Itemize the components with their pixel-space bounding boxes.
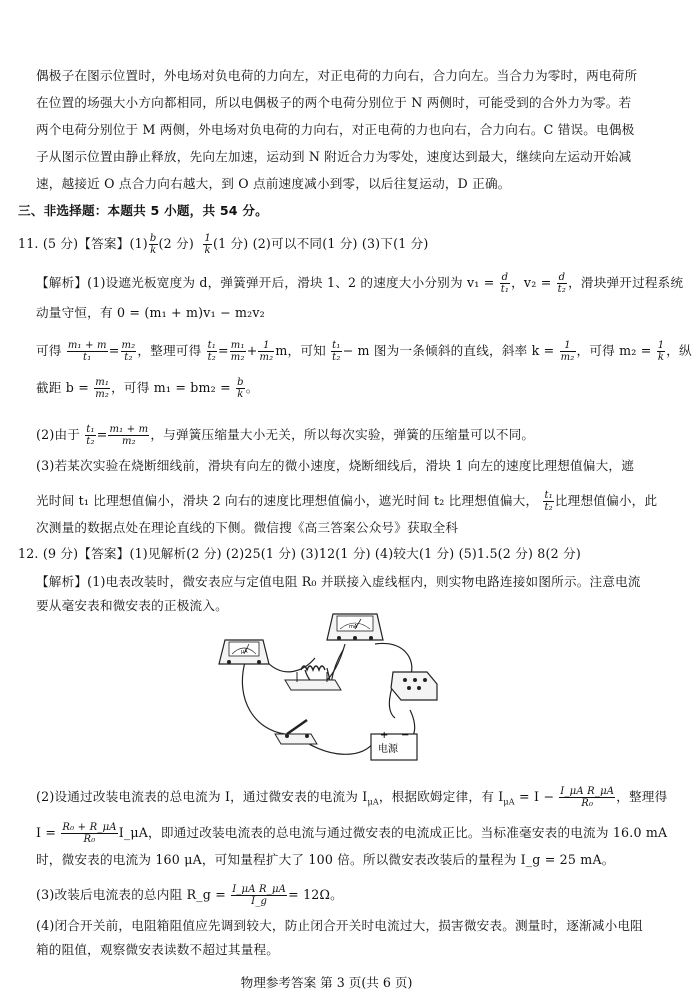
fraction: $\frac{\text{m₁ + m}}{\text{m₂}}$: [109, 424, 149, 447]
analysis-text: 可得: [36, 343, 62, 358]
fraction: $\frac{1}{\text{m₂}}$: [259, 340, 274, 363]
fraction-d-t2: $\frac{d}{\text{t₂}}$: [557, 272, 567, 295]
q11-answer-rest: (1 分) (2)可以不同(1 分) (3)下(1 分): [212, 236, 429, 251]
q12-analysis-line: 箱的阻值，观察微安表读数不超过其量程。: [36, 942, 280, 957]
q12-analysis-line: 【解析】(1)电表改装时，微安表应与定值电阻 R₀ 并联接入虚线框内，则实物电路连接如图所示。注意电流: [36, 574, 641, 589]
analysis-text: ，纵: [666, 343, 692, 358]
subscript: μA: [367, 797, 379, 807]
analysis-text: 【解析】(1)设遮光板宽度为 d，弹簧弹开后，滑块 1、2 的速度大小分别为 v₁ =: [36, 275, 495, 290]
analysis-text: 比理想值偏小，此: [554, 493, 658, 508]
para-line: 速，越接近 O 点合力向右越大，到 O 点前速度减小到零，以后往复运动，D 正确。: [36, 176, 511, 191]
q11-analysis-line: 次测量的数据点处在理论直线的下侧。微信搜《高三答案公众号》获取全科: [36, 520, 459, 535]
svg-text:μA: μA: [241, 649, 248, 655]
para-line: 在位置的场强大小方向都相同，所以电偶极子的两个电荷分别位于 N 两侧时，可能受到的合外力为零。若: [36, 95, 632, 110]
fraction-1-over-k: $\frac{1}{k}$: [204, 233, 211, 256]
analysis-text: (2)由于: [36, 427, 81, 442]
fraction: $\frac{\text{m₁ + m}}{\text{t₁}}$: [67, 340, 107, 363]
analysis-text: ，v₂ =: [511, 275, 552, 290]
q12-analysis-line: 要从毫安表和微安表的正极流入。: [36, 598, 228, 613]
q12-analysis-line: [36, 822, 667, 845]
q12-answer-text: (9 分)【答案】(1)见解析(2 分) (2)25(1 分) (3)12(1 分) (4)较大(1 分) (5)1.5(2 分) 8(2 分): [42, 546, 581, 561]
fraction: $\frac{\text{t₁}}{\text{t₂}}$: [86, 424, 95, 447]
fraction: $\frac{\text{I\_μA R\_μA}}{\text{R₀}}$: [560, 786, 615, 809]
resistance-box-icon: [391, 672, 437, 700]
q11-analysis-line: [36, 490, 657, 513]
q12-answer-line: [18, 546, 581, 562]
fraction: $\frac{\text{t₁}}{\text{t₂}}$: [207, 340, 217, 363]
analysis-text: − m 图为一条倾斜的直线，斜率 k =: [342, 343, 555, 358]
analysis-text: I =: [36, 825, 57, 840]
q11-analysis-line: [36, 272, 683, 295]
analysis-text: I_μA，即通过改装电流表的总电流与通过微安表的电流成正比。当标准毫安表的电流为 16.0 mA: [118, 825, 668, 840]
analysis-text: = I −: [518, 789, 555, 804]
analysis-text: ，可知: [287, 343, 326, 358]
analysis-text: ，可得 m₂ =: [576, 343, 652, 358]
q11-analysis-line: 可得 $\frac{\text{m₁ + m}}{\text{t₁}}$ = $\frac{\text{m₂}}{\text{t₂}}$ ，整理可得 $\frac{\text{t₁}}{\text{t₂}}$ = $\frac{\text{m₁}}{\text{m₂}}$ + $\frac{1}{\text{m₂}}$ m，可知 $\frac{\text{t₁}}{\text{t₂}}$ − m 图为一条倾斜的直线，斜率 k = $\frac{1}{\text{m₂}}$ ，可得 m₂ = $\frac{1}{k}$ ，纵: [36, 340, 692, 363]
fraction: $\frac{\text{m₂}}{\text{t₂}}$: [121, 340, 136, 363]
svg-text:mA: mA: [349, 624, 358, 630]
analysis-text: (2)设通过改装电流表的总电流为 I，通过微安表的电流为 I: [36, 789, 368, 804]
analysis-text: ，整理可得: [137, 343, 202, 358]
analysis-text: ，可得 m₁ = bm₂ =: [111, 380, 231, 395]
fraction: $\frac{\text{m₁}}{\text{m₂}}$: [95, 377, 110, 400]
microammeter-icon: [219, 640, 269, 664]
fraction: $\frac{\text{t₁}}{\text{t₂}}$: [544, 490, 553, 513]
analysis-text: 光时间 t₁ 比理想值偏小，滑块 2 向右的速度比理想值偏小，遮光时间 t₂ 比理想值偏大，: [36, 493, 539, 508]
q11-analysis-line: [36, 377, 259, 400]
analysis-text: ，整理得: [616, 789, 668, 804]
fraction: $\frac{\text{t₁}}{\text{t₂}}$: [332, 340, 341, 363]
para-line: 两个电荷分别位于 M 两侧，外电场对负电荷的力向右，对正电荷的力也向右，合力向右。C 错误。电偶极: [36, 122, 635, 137]
svg-text:+: +: [380, 730, 389, 741]
q11-score: (2 分): [158, 236, 194, 251]
q12-analysis-line: [36, 786, 667, 811]
analysis-text: 。: [245, 380, 259, 395]
q11-answer-text: (5 分)【答案】(1): [42, 236, 148, 251]
page-footer: 物理参考答案 第 3 页(共 6 页): [240, 975, 413, 990]
analysis-text: = 12Ω。: [288, 887, 343, 902]
fraction: $\frac{1}{k}$: [657, 340, 665, 363]
q12-analysis-line: 时，微安表的电流为 160 μA，可知量程扩大了 100 倍。所以微安表改装后的量程为 I_g = 25 mA。: [36, 852, 615, 867]
analysis-text: 截距 b =: [36, 380, 90, 395]
analysis-text: ，滑块弹开过程系统: [568, 275, 684, 290]
analysis-text: ，与弹簧压缩量大小无关，所以每次实验，弹簧的压缩量可以不同。: [150, 427, 535, 442]
subscript: μA: [503, 797, 515, 807]
fraction: $\frac{b}{k}$: [237, 377, 244, 400]
milliammeter-icon: [327, 614, 383, 640]
circuit-diagram: [215, 610, 445, 768]
fraction-b-over-k: $\frac{b}{k}$: [149, 233, 157, 256]
q11-analysis-line: (2)由于 $\frac{\text{t₁}}{\text{t₂}}$ = $\frac{\text{m₁ + m}}{\text{m₂}}$ ，与弹簧压缩量大小无关，所以每次实验，弹簧的压缩量可以不同。: [36, 424, 535, 447]
q11-number: 11.: [18, 236, 39, 251]
q11-analysis-line: (3)若某次实验在烧断细线前，滑块有向左的微小速度，烧断细线后，滑块 1 向左的速度比理想值偏大，遮: [36, 458, 634, 473]
q12-analysis-line: (4)闭合开关前，电阻箱阻值应先调到较大，防止闭合开关时电流过大，损害微安表。测量时，逐渐减小电阻: [36, 918, 643, 933]
q11-analysis-line: 动量守恒，有 0 = (m₁ + m)v₁ − m₂v₂: [36, 305, 265, 320]
q12-analysis-line: [36, 884, 343, 907]
analysis-text: (3)改装后电流表的总内阻 R_g =: [36, 887, 226, 902]
fraction: $\frac{\text{I\_μA R\_μA}}{I\_g}$: [232, 884, 287, 907]
section-heading: 三、非选择题：本题共 5 小题，共 54 分。: [18, 203, 268, 218]
q12-number: 12.: [18, 546, 39, 561]
q11-answer-line: [18, 233, 429, 256]
fraction: $\frac{1}{\text{m₂}}$: [560, 340, 575, 363]
svg-text:−: −: [401, 730, 410, 741]
svg-text:电源: 电源: [378, 744, 398, 755]
power-source-icon: [371, 730, 417, 760]
analysis-text: ，根据欧姆定律，有 I: [378, 789, 504, 804]
fraction-d-t1: $\frac{d}{\text{t₁}}$: [500, 272, 510, 295]
fraction: $\frac{\text{R₀ + R\_μA}}{\text{R₀}}$: [62, 822, 117, 845]
fraction: $\frac{\text{m₁}}{\text{m₂}}$: [230, 340, 245, 363]
para-line: 偶极子在图示位置时，外电场对负电荷的力向左，对正电荷的力向右，合力向左。当合力为零时，两电荷所: [36, 68, 638, 83]
switch-icon: [275, 720, 317, 744]
para-line: 子从图示位置由静止释放，先向左加速，运动到 N 附近合力为零处，速度达到最大，继续向左运动开始减: [36, 149, 632, 164]
